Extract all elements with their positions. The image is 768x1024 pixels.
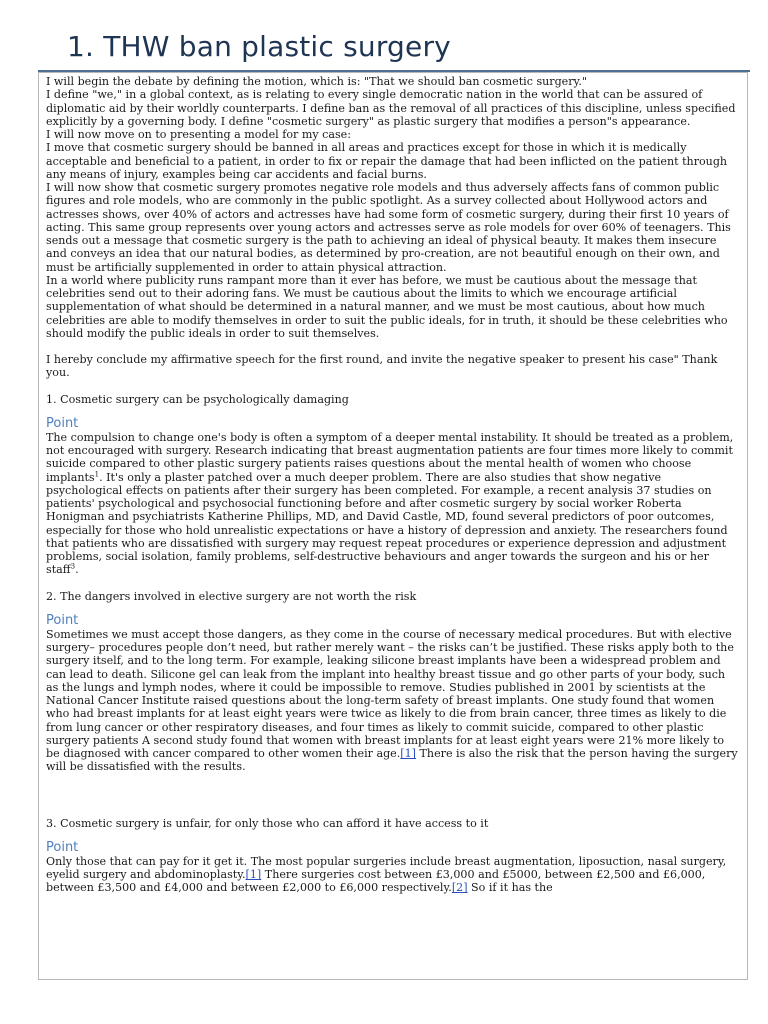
section-3-point-label: Point bbox=[46, 839, 79, 855]
section-2-text-a: Sometimes we must accept those dangers, as they come in the course of necessary medical procedures. But with elective surgery– procedures people don’t need, but rather merely want – the risks can’t be justified. These risks apply both to the surgery itself, and to the long term. For example, leaking silicone breast implants have been a widespread problem and can lead to death. Silicone gel can leak from the implant into healthy breast tissue and go other parts of your body, such as the lungs and lymph nodes, where it could be impossible to remove. Studies published in 2001 by scientists at the National Cancer Institute raised questions about the long-term safety of breast implants. One study found that women who had breast implants for at least eight years were twice as likely to die from brain cancer, three times as likely to die from lung cancer or other respiratory diseases, and four times as likely to commit suicide, compared to other plastic surgery patients A second study found that women with breast implants for at least eight years were 21% more likely to be diagnosed with cancer compared to other women their age. bbox=[46, 627, 734, 760]
spacer bbox=[46, 380, 740, 393]
section-3-text-a: Only those that can pay for it get it. The most popular surgeries include breast augmentation, liposuction, nasal surgery, eyelid surgery and abdominoplasty. bbox=[46, 854, 727, 881]
document-body-frame bbox=[38, 72, 748, 980]
spacer bbox=[46, 340, 740, 353]
section-1-text-c: . bbox=[75, 563, 79, 577]
intro-paragraph-publicity: In a world where publicity runs rampant more than it ever has before, we must be cautious about the message that celebrities send out to their adoring fans. We must be cautious about the limits to which we encourage artificial supplementation of what should be determined in a natural manner, and we must be most cautious, about how much celebrities are able to modify themselves in order to suit the public ideals, for in truth, it should be these celebrities who should modify the public ideals in order to suit themselves. bbox=[46, 273, 728, 340]
section-2-text-b: There is also the risk that the person having the surgery will be dissatisfied with the results. bbox=[46, 747, 738, 774]
section-1-text-b: . It's only a plaster patched over a much deeper problem. There are also studies that show negative psychological effects on patients after their surgery has been completed. For example, a recent analysis 37 studies on patients' psychological and psychosocial functioning before and after cosmetic surgery by social worker Roberta Honigman and psychiatrists Katherine Phillips, MD, and David Castle, MD, found several predictors of poor outcomes, especially for those who hold unrealistic expectations or have a history of depression and anxiety. The researchers found that patients who are dissatisfied with surgery may request repeat procedures or experience depression and adjustment problems, social isolation, family problems, self-destructive behaviours and anger towards the surgeon and his or her staff bbox=[46, 470, 728, 577]
intro-paragraph-model-lead: I will now move on to presenting a model for my case: bbox=[46, 128, 351, 141]
intro-paragraph-model: I move that cosmetic surgery should be banned in all areas and practices except for those in which it is medically acceptable and beneficial to a patient, in order to fix or repair the damage that had been inflicted on the patient through any means of injury, examples being car accidents and facial burns. bbox=[46, 141, 728, 181]
intro-paragraph-role-models: I will now show that cosmetic surgery promotes negative role models and thus adversely affects fans of common public figures and role models, who are commonly in the public spotlight. As a survey collected about Hollywood actors and actresses shows, over 40% of actors and actresses have had some form of cosmetic surgery, during their first 10 years of acting. This same group represents over young actors and actresses serve as role models for over 60% of teenagers. This sends out a message that cosmetic surgery is the path to achieving an ideal of physical beauty. It makes them insecure and conveys an idea that our natural bodies, as determined by pro-creation, are not beautiful enough on their own, and must be artificially supplemented in order to attain physical attraction. bbox=[46, 181, 731, 274]
section-3-heading: 3. Cosmetic surgery is unfair, for only those who can afford it have access to it bbox=[46, 816, 489, 830]
section-1-heading: 1. Cosmetic surgery can be psychologically damaging bbox=[46, 392, 349, 406]
footnote-marker: 3 bbox=[70, 562, 76, 571]
section-1-body bbox=[46, 431, 740, 577]
reference-link[interactable]: [1] bbox=[400, 747, 416, 760]
section-2-body bbox=[46, 628, 740, 774]
intro-paragraph-definitions: I define "we," in a global context, as is relating to every single democratic nation in the world that can be assured of diplomatic aid by their worldly counterparts. I define ban as the removal of all practices of this discipline, unless specified explicitly by a governing body. I define "cosmetic surgery" as plastic surgery that modifies a person"s appearance. bbox=[46, 88, 736, 128]
section-1-text-a: The compulsion to change one's body is often a symptom of a deeper mental instability. It should be treated as a problem, not encouraged with surgery. Research indicating that breast augmentation patients are four times more likely to commit suicide compared to other plastic surgery patients raises questions about the mental health of women who choose implants bbox=[46, 430, 734, 484]
spacer bbox=[46, 577, 740, 590]
section-3-body bbox=[46, 855, 740, 895]
reference-link[interactable]: [2] bbox=[451, 881, 468, 895]
page-title: 1. THW ban plastic surgery bbox=[67, 30, 451, 63]
section-2-point-label: Point bbox=[46, 612, 79, 628]
section-1-point-label: Point bbox=[46, 415, 79, 431]
intro-paragraph-motion: I will begin the debate by defining the motion, which is: "That we should ban cosmetic surgery." bbox=[46, 75, 587, 88]
section-3-text-b: There surgeries cost between £3,000 and £5000, between £2,500 and £6,000, between £3,500 and £4,000 and between £2,000 to £6,000 respectively. bbox=[46, 868, 706, 895]
conclusion-paragraph: I hereby conclude my affirmative speech for the first round, and invite the negative speaker to present his case" Thank you. bbox=[46, 353, 718, 380]
footnote-marker: 1 bbox=[94, 469, 100, 478]
reference-link[interactable]: [1] bbox=[245, 868, 262, 881]
spacer bbox=[46, 774, 740, 817]
section-3-text-c: So if it has the bbox=[467, 881, 553, 895]
section-2-heading: 2. The dangers involved in elective surgery are not worth the risk bbox=[46, 589, 417, 603]
